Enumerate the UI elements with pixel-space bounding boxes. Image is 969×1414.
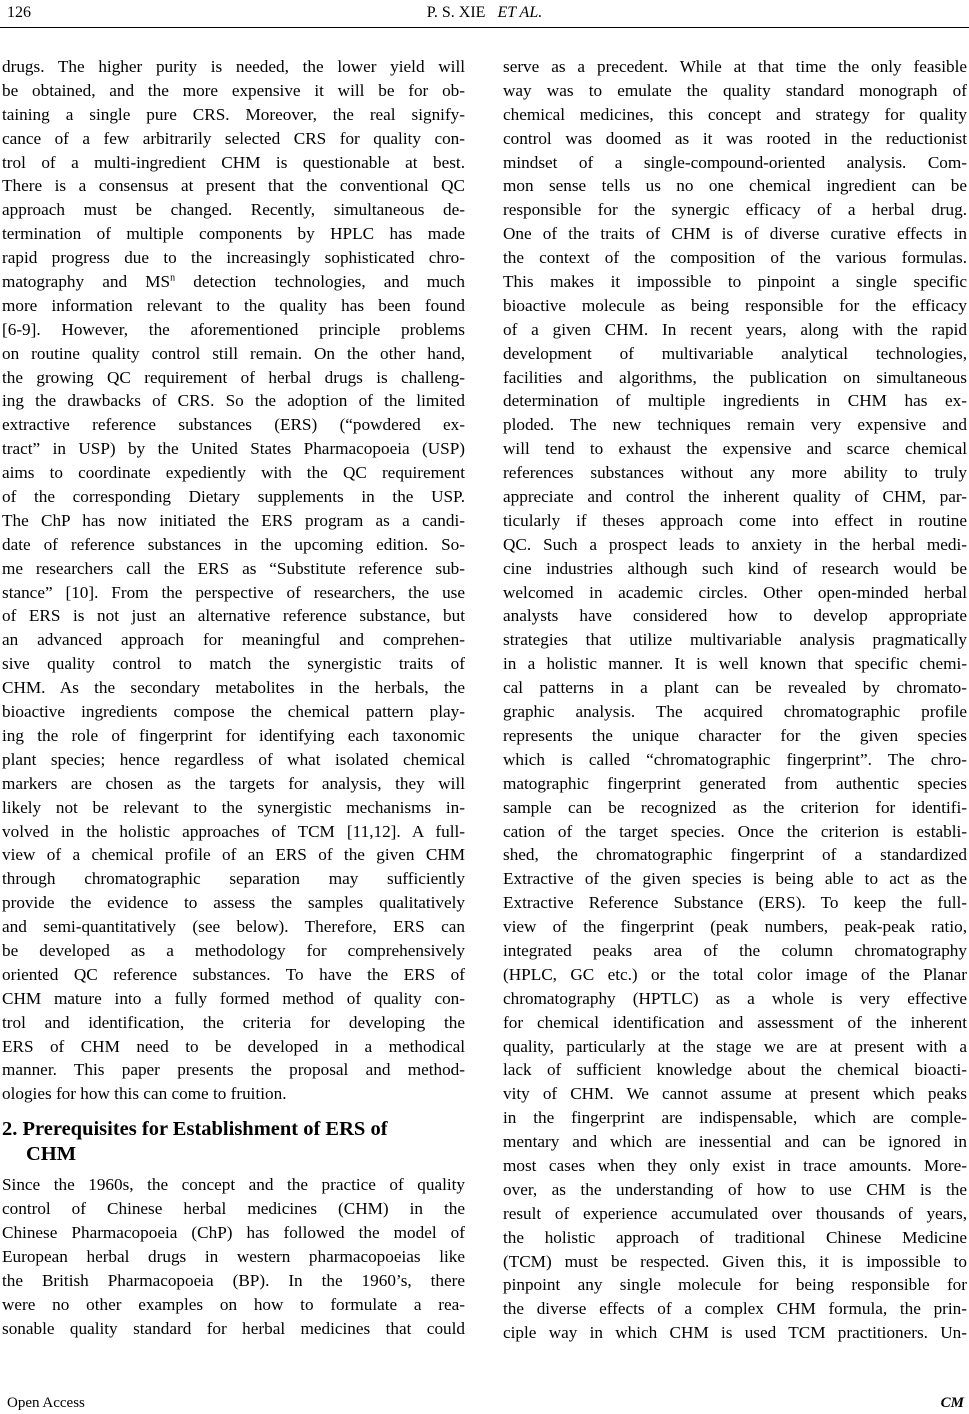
text-line: control was doomed as it was rooted in the reductionist bbox=[503, 128, 967, 148]
text-line: references substances without any more ability to truly bbox=[503, 463, 967, 483]
text-line: drugs. The higher purity is needed, the lower yield will bbox=[2, 57, 465, 76]
text-line: sive quality control to match the synergistic traits of bbox=[2, 654, 465, 674]
left-column bbox=[2, 55, 465, 1340]
text-line: mon sense tells us no one chemical ingredient can be bbox=[503, 176, 967, 196]
text-line: chromatography (HPTLC) as a whole is very effective bbox=[503, 988, 967, 1008]
text-line: sample can be recognized as the criterion for identifi- bbox=[503, 797, 967, 817]
text-line: serve as a precedent. While at that time the only feasible bbox=[503, 57, 967, 76]
text-line: aims to coordinate expediently with the QC requirement bbox=[2, 463, 465, 483]
text-line: stance” [10]. From the perspective of researchers, the use bbox=[2, 582, 465, 602]
text-line: trol and identification, the criteria for developing the bbox=[2, 1012, 465, 1032]
text-line: be obtained, and the more expensive it will be for ob- bbox=[2, 80, 465, 100]
text-line: Since the 1960s, the concept and the practice of quality bbox=[2, 1175, 465, 1195]
text-line: termination of multiple components by HPLC has made bbox=[2, 224, 465, 244]
text-line: view of the fingerprint (peak numbers, peak-peak ratio, bbox=[503, 917, 967, 937]
text-line: trol of a multi-ingredient CHM is questionable at best. bbox=[2, 152, 465, 172]
section-heading-line-1: 2. Prerequisites for Establishment of ERS of bbox=[2, 1118, 388, 1141]
text-line: plant species; hence regardless of what isolated chemical bbox=[2, 749, 465, 769]
text-line: taining a single pure CRS. Moreover, the real signify- bbox=[2, 104, 465, 124]
text-line: cal patterns in a plant can be revealed by chromato- bbox=[503, 678, 967, 698]
text-line: ing the drawbacks of CRS. So the adoption of the limited bbox=[2, 391, 465, 411]
text-line: (TCM) must be respected. Given this, it is impossible to bbox=[503, 1251, 967, 1271]
text-line: represents the unique character for the given species bbox=[503, 725, 967, 745]
text-line: in a holistic manner. It is well known that specific chemi- bbox=[503, 654, 967, 674]
text-line: the British Pharmacopoeia (BP). In the 1960’s, there bbox=[2, 1270, 465, 1290]
text-line: chemical medicines, this concept and strategy for quality bbox=[503, 104, 967, 124]
text-line: ciple way in which CHM is used TCM practitioners. Un- bbox=[503, 1323, 967, 1343]
text-line: on routine quality control still remain. On the other hand, bbox=[2, 343, 465, 363]
text-line: of a given CHM. In recent years, along with the rapid bbox=[503, 319, 967, 339]
text-line: extractive reference substances (ERS) (“powdered ex- bbox=[2, 415, 465, 435]
text-line: QC. Such a prospect leads to anxiety in the herbal medi- bbox=[503, 534, 967, 554]
text-line: were no other examples on how to formulate a rea- bbox=[2, 1294, 465, 1314]
right-column bbox=[503, 55, 967, 1345]
text-line: volved in the holistic approaches of TCM [11,12]. A full- bbox=[2, 821, 465, 841]
text-line: There is a consensus at present that the conventional QC bbox=[2, 176, 465, 196]
text-line: shed, the chromatographic fingerprint of a standardized bbox=[503, 845, 967, 865]
running-head-authors: P. S. XIE bbox=[426, 4, 486, 21]
text-line: vity of CHM. We cannot assume at present which peaks bbox=[503, 1084, 967, 1104]
text-line: will tend to exhaust the expensive and scarce chemical bbox=[503, 439, 967, 459]
text-line: and semi-quantitatively (see below). Therefore, ERS can bbox=[2, 917, 465, 937]
text-line: ing the role of fingerprint for identifying each taxonomic bbox=[2, 725, 465, 745]
text-line: mentary and which are inessential and can be ignored in bbox=[503, 1132, 967, 1152]
text-line: through chromatographic separation may sufficiently bbox=[2, 869, 465, 889]
text-line: over, as the understanding of how to use CHM is the bbox=[503, 1179, 967, 1199]
text-line: ticularly if theses approach come into effect in routine bbox=[503, 510, 967, 530]
page-header bbox=[0, 0, 969, 30]
text-line: more information relevant to the quality has been found bbox=[2, 295, 465, 315]
text-line: me researchers call the ERS as “Substitute reference sub- bbox=[2, 558, 465, 578]
text-line: for chemical identification and assessment of the inherent bbox=[503, 1012, 967, 1032]
text-line: sonable quality standard for herbal medicines that could bbox=[2, 1318, 465, 1338]
text-line: Extractive of the given species is being able to act as the bbox=[503, 869, 967, 889]
text-line: mindset of a single-compound-oriented analysis. Com- bbox=[503, 152, 967, 172]
text-line: date of reference substances in the upcoming edition. So- bbox=[2, 534, 465, 554]
text-line: control of Chinese herbal medicines (CHM) in the bbox=[2, 1199, 465, 1219]
paragraph-1 bbox=[2, 55, 465, 1106]
text-line: which is called “chromatographic fingerprint”. The chro- bbox=[503, 749, 967, 769]
text-line: Chinese Pharmacopoeia (ChP) has followed the model of bbox=[2, 1222, 465, 1242]
text-line: cance of a few arbitrarily selected CRS for quality con- bbox=[2, 128, 465, 148]
text-line: matographic fingerprint generated from authentic species bbox=[503, 773, 967, 793]
text-line: matography and $MS^n$ detection technologies, and much bbox=[2, 272, 465, 292]
text-line: cine industries although such kind of research would be bbox=[503, 558, 967, 578]
text-line: This makes it impossible to pinpoint a single specific bbox=[503, 272, 967, 292]
text-line: way was to emulate the quality standard monograph of bbox=[503, 80, 967, 100]
paragraph-3 bbox=[503, 55, 967, 1345]
running-head-et-al: ET AL. bbox=[497, 4, 543, 21]
text-line: of ERS is not just an alternative reference substance, but bbox=[2, 606, 465, 626]
text-line: ERS of CHM need to be developed in a methodical bbox=[2, 1036, 465, 1056]
text-line: markers are chosen as the targets for analysis, they will bbox=[2, 773, 465, 793]
text-line: be developed as a methodology for comprehensively bbox=[2, 940, 465, 960]
text-line: facilities and algorithms, the publication on simultaneous bbox=[503, 367, 967, 387]
text-line: responsible for the synergic efficacy of a herbal drug. bbox=[503, 200, 967, 220]
text-line: [6-9]. However, the aforementioned principle problems bbox=[2, 319, 465, 339]
paragraph-2 bbox=[2, 1173, 465, 1340]
text-line: One of the traits of CHM is of diverse curative effects in bbox=[503, 224, 967, 244]
text-line: Extractive Reference Substance (ERS). To keep the full- bbox=[503, 893, 967, 913]
text-line: rapid progress due to the increasingly sophisticated chro- bbox=[2, 248, 465, 268]
text-line: pinpoint any single molecule for being responsible for bbox=[503, 1275, 967, 1295]
page-number: 126 bbox=[7, 4, 31, 21]
text-line: result of experience accumulated over thousands of years, bbox=[503, 1203, 967, 1223]
text-line: in the fingerprint are indispensable, which are comple- bbox=[503, 1108, 967, 1128]
text-line: quality, particularly at the stage we are at present with a bbox=[503, 1036, 967, 1056]
text-line: the growing QC requirement of herbal drugs is challeng- bbox=[2, 367, 465, 387]
text-line: welcomed in academic circles. Other open-minded herbal bbox=[503, 582, 967, 602]
text-line: view of a chemical profile of an ERS of the given CHM bbox=[2, 845, 465, 865]
text-line: oriented QC reference substances. To have the ERS of bbox=[2, 964, 465, 984]
text-line: lack of sufficient knowledge about the chemical bioacti- bbox=[503, 1060, 967, 1080]
text-line: ploded. The new techniques remain very expensive and bbox=[503, 415, 967, 435]
text-line: the diverse effects of a complex CHM formula, the prin- bbox=[503, 1299, 967, 1319]
text-line: bioactive molecule as being responsible for the efficacy bbox=[503, 295, 967, 315]
text-line: the holistic approach of traditional Chinese Medicine bbox=[503, 1227, 967, 1247]
text-line: development of multivariable analytical technologies, bbox=[503, 343, 967, 363]
running-head bbox=[0, 4, 969, 22]
text-line: an advanced approach for meaningful and comprehen- bbox=[2, 630, 465, 650]
text-line: of the corresponding Dietary supplements in the USP. bbox=[2, 487, 465, 507]
text-line: ologies for how this can come to fruition. bbox=[2, 1084, 287, 1104]
header-rule bbox=[0, 27, 969, 28]
text-line: strategies that utilize multivariable analysis pragmatically bbox=[503, 630, 967, 650]
page-footer bbox=[0, 1383, 969, 1413]
text-line: integrated peaks area of the column chromatography bbox=[503, 940, 967, 960]
text-line: tract” in USP) by the United States Pharmacopoeia (USP) bbox=[2, 439, 465, 459]
text-line: analysts have considered how to develop appropriate bbox=[503, 606, 967, 626]
section-heading bbox=[2, 1117, 465, 1167]
text-line: CHM. As the secondary metabolites in the herbals, the bbox=[2, 678, 465, 698]
text-line: determination of multiple ingredients in CHM has ex- bbox=[503, 391, 967, 411]
text-line: most cases when they only exist in trace amounts. More- bbox=[503, 1155, 967, 1175]
text-line: The ChP has now initiated the ERS program as a candi- bbox=[2, 510, 465, 530]
text-line: likely not be relevant to the synergistic mechanisms in- bbox=[2, 797, 465, 817]
text-line: appreciate and control the inherent quality of CHM, par- bbox=[503, 487, 967, 507]
text-line: cation of the target species. Once the criterion is establi- bbox=[503, 821, 967, 841]
text-line: CHM mature into a fully formed method of quality con- bbox=[2, 988, 465, 1008]
text-line: bioactive ingredients compose the chemical pattern play- bbox=[2, 702, 465, 722]
text-line: graphic analysis. The acquired chromatographic profile bbox=[503, 702, 967, 722]
text-line: manner. This paper presents the proposal and method- bbox=[2, 1060, 465, 1080]
text-line: the context of the composition of the various formulas. bbox=[503, 248, 967, 268]
text-line: approach must be changed. Recently, simultaneous de- bbox=[2, 200, 465, 220]
footer-journal: CM bbox=[940, 1395, 964, 1411]
footer-open-access: Open Access bbox=[7, 1395, 85, 1411]
text-line: European herbal drugs in western pharmacopoeias like bbox=[2, 1246, 465, 1266]
text-line: (HPLC, GC etc.) or the total color image of the Planar bbox=[503, 964, 967, 984]
text-line: provide the evidence to assess the samples qualitatively bbox=[2, 893, 465, 913]
section-heading-line-2: CHM bbox=[26, 1143, 77, 1166]
